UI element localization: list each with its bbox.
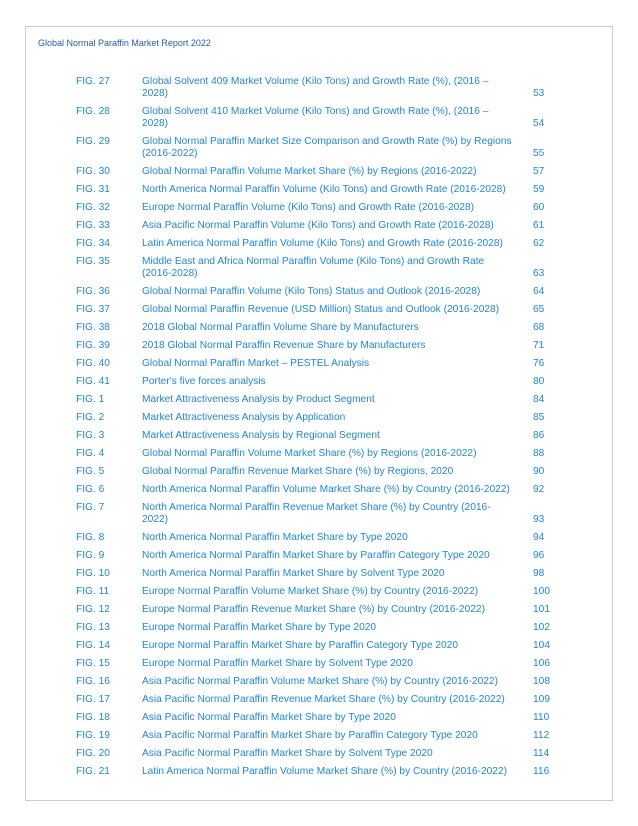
- list-of-figures: [76, 76, 584, 784]
- figure-entry[interactable]: [76, 394, 584, 412]
- page-number: 63: [533, 268, 545, 279]
- figure-number: FIG. 33: [76, 220, 110, 231]
- figure-number: FIG. 36: [76, 286, 110, 297]
- figure-entry[interactable]: [76, 430, 584, 448]
- figure-entry[interactable]: [76, 502, 584, 532]
- figure-title: 2018 Global Normal Paraffin Revenue Share by Manufacturers: [142, 340, 426, 351]
- figure-title: Asia Pacific Normal Paraffin Volume Market Share (%) by Country (2016-2022): [142, 676, 498, 687]
- figure-title: Europe Normal Paraffin Volume (Kilo Tons) and Growth Rate (2016-2028): [142, 202, 475, 213]
- figure-title: Global Normal Paraffin Market – PESTEL Analysis: [142, 358, 370, 369]
- figure-entry[interactable]: [76, 532, 584, 550]
- page-number: 90: [533, 466, 545, 477]
- page-number: 55: [533, 148, 545, 159]
- figure-entry[interactable]: [76, 568, 584, 586]
- figure-number: FIG. 21: [76, 766, 110, 777]
- figure-number: FIG. 29: [76, 136, 110, 147]
- figure-entry[interactable]: [76, 202, 584, 220]
- figure-title: Global Normal Paraffin Volume Market Share (%) by Regions (2016-2022): [142, 448, 477, 459]
- page-number: 98: [533, 568, 545, 579]
- figure-entry[interactable]: [76, 238, 584, 256]
- figure-title: 2018 Global Normal Paraffin Volume Share by Manufacturers: [142, 322, 419, 333]
- page-number: 54: [533, 118, 545, 129]
- page-number: 110: [533, 712, 550, 723]
- figure-title: Global Normal Paraffin Volume (Kilo Tons) Status and Outlook (2016-2028): [142, 286, 481, 297]
- figure-number: FIG. 1: [76, 394, 105, 405]
- figure-title: Asia Pacific Normal Paraffin Market Share by Paraffin Category Type 2020: [142, 730, 478, 741]
- page-number: 106: [533, 658, 550, 669]
- figure-number: FIG. 4: [76, 448, 105, 459]
- page-number: 62: [533, 238, 545, 249]
- figure-entry[interactable]: [76, 712, 584, 730]
- figure-number: FIG. 38: [76, 322, 110, 333]
- figure-title: Global Normal Paraffin Volume Market Share (%) by Regions (2016-2022): [142, 166, 477, 177]
- figure-title: Global Normal Paraffin Market Size Comparison and Growth Rate (%) by Regions (2016-2022): [142, 136, 512, 159]
- page-number: 112: [533, 730, 550, 741]
- figure-entry[interactable]: [76, 76, 584, 106]
- page-number: 88: [533, 448, 545, 459]
- figure-entry[interactable]: [76, 256, 584, 286]
- figure-title: Market Attractiveness Analysis by Product Segment: [142, 394, 375, 405]
- figure-number: FIG. 15: [76, 658, 110, 669]
- figure-entry[interactable]: [76, 748, 584, 766]
- figure-number: FIG. 6: [76, 484, 105, 495]
- figure-title: Asia Pacific Normal Paraffin Volume (Kilo Tons) and Growth Rate (2016-2028): [142, 220, 494, 231]
- page-number: 64: [533, 286, 545, 297]
- figure-entry[interactable]: [76, 766, 584, 784]
- page-number: 65: [533, 304, 545, 315]
- figure-title: Asia Pacific Normal Paraffin Market Share by Type 2020: [142, 712, 396, 723]
- figure-title: Market Attractiveness Analysis by Regional Segment: [142, 430, 380, 441]
- figure-title: Europe Normal Paraffin Market Share by Solvent Type 2020: [142, 658, 413, 669]
- figure-entry[interactable]: [76, 166, 584, 184]
- figure-title: North America Normal Paraffin Volume Market Share (%) by Country (2016-2022): [142, 484, 510, 495]
- figure-entry[interactable]: [76, 184, 584, 202]
- figure-number: FIG. 18: [76, 712, 110, 723]
- figure-title: Europe Normal Paraffin Revenue Market Share (%) by Country (2016-2022): [142, 604, 485, 615]
- figure-entry[interactable]: [76, 340, 584, 358]
- figure-number: FIG. 35: [76, 256, 110, 267]
- figure-entry[interactable]: [76, 220, 584, 238]
- report-header-title: Global Normal Paraffin Market Report 2022: [38, 38, 211, 48]
- figure-entry[interactable]: [76, 604, 584, 622]
- figure-entry[interactable]: [76, 466, 584, 484]
- figure-number: FIG. 19: [76, 730, 110, 741]
- figure-entry[interactable]: [76, 676, 584, 694]
- page-number: 116: [533, 766, 550, 777]
- figure-title: North America Normal Paraffin Revenue Market Share (%) by Country (2016-2022): [142, 502, 491, 525]
- figure-entry[interactable]: [76, 412, 584, 430]
- figure-entry[interactable]: [76, 640, 584, 658]
- page-number: 108: [533, 676, 550, 687]
- figure-entry[interactable]: [76, 730, 584, 748]
- figure-entry[interactable]: [76, 550, 584, 568]
- figure-entry[interactable]: [76, 586, 584, 604]
- figure-number: FIG. 31: [76, 184, 110, 195]
- figure-title: Porter's five forces analysis: [142, 376, 266, 387]
- figure-number: FIG. 3: [76, 430, 105, 441]
- figure-number: FIG. 39: [76, 340, 110, 351]
- page-number: 86: [533, 430, 545, 441]
- figure-number: FIG. 13: [76, 622, 110, 633]
- figure-number: FIG. 20: [76, 748, 110, 759]
- page-number: 104: [533, 640, 550, 651]
- page-number: 61: [533, 220, 545, 231]
- figure-number: FIG. 9: [76, 550, 105, 561]
- figure-title: Middle East and Africa Normal Paraffin Volume (Kilo Tons) and Growth Rate (2016-2028): [142, 256, 485, 279]
- figure-number: FIG. 40: [76, 358, 110, 369]
- figure-entry[interactable]: [76, 286, 584, 304]
- figure-number: FIG. 16: [76, 676, 110, 687]
- figure-entry[interactable]: [76, 358, 584, 376]
- figure-number: FIG. 37: [76, 304, 110, 315]
- figure-number: FIG. 7: [76, 502, 105, 513]
- figure-title: Asia Pacific Normal Paraffin Market Share by Solvent Type 2020: [142, 748, 433, 759]
- page-number: 93: [533, 514, 545, 525]
- figure-number: FIG. 12: [76, 604, 110, 615]
- figure-number: FIG. 10: [76, 568, 110, 579]
- figure-number: FIG. 41: [76, 376, 110, 387]
- figure-title: Asia Pacific Normal Paraffin Revenue Market Share (%) by Country (2016-2022): [142, 694, 505, 705]
- figure-entry[interactable]: [76, 106, 584, 136]
- figure-title: Europe Normal Paraffin Volume Market Share (%) by Country (2016-2022): [142, 586, 479, 597]
- figure-title: Market Attractiveness Analysis by Application: [142, 412, 346, 423]
- page-number: 92: [533, 484, 545, 495]
- figure-number: FIG. 30: [76, 166, 110, 177]
- page-number: 76: [533, 358, 545, 369]
- figure-entry[interactable]: [76, 376, 584, 394]
- page-number: 94: [533, 532, 545, 543]
- figure-title: Latin America Normal Paraffin Volume (Kilo Tons) and Growth Rate (2016-2028): [142, 238, 503, 249]
- page-number: 71: [533, 340, 545, 351]
- figure-number: FIG. 5: [76, 466, 105, 477]
- figure-entry[interactable]: [76, 136, 584, 166]
- figure-title: Europe Normal Paraffin Market Share by Type 2020: [142, 622, 377, 633]
- page-number: 57: [533, 166, 545, 177]
- figure-number: FIG. 17: [76, 694, 110, 705]
- figure-title: Europe Normal Paraffin Market Share by Paraffin Category Type 2020: [142, 640, 458, 651]
- page-number: 60: [533, 202, 545, 213]
- figure-title: Global Normal Paraffin Revenue (USD Million) Status and Outlook (2016-2028): [142, 304, 500, 315]
- page-number: 96: [533, 550, 545, 561]
- figure-title: North America Normal Paraffin Market Share by Solvent Type 2020: [142, 568, 445, 579]
- figure-number: FIG. 28: [76, 106, 110, 117]
- figure-entry[interactable]: [76, 322, 584, 340]
- page-number: 68: [533, 322, 545, 333]
- page-number: 109: [533, 694, 550, 705]
- page-number: 53: [533, 88, 545, 99]
- page-number: 80: [533, 376, 545, 387]
- figure-number: FIG. 32: [76, 202, 110, 213]
- page-number: 102: [533, 622, 550, 633]
- page-number: 114: [533, 748, 550, 759]
- figure-entry[interactable]: [76, 448, 584, 466]
- figure-number: FIG. 2: [76, 412, 105, 423]
- figure-number: FIG. 11: [76, 586, 110, 597]
- figure-number: FIG. 34: [76, 238, 110, 249]
- figure-title: North America Normal Paraffin Market Share by Type 2020: [142, 532, 408, 543]
- page-number: 84: [533, 394, 545, 405]
- figure-title: Global Solvent 409 Market Volume (Kilo Tons) and Growth Rate (%), (2016 – 2028): [142, 76, 489, 99]
- page-number: 100: [533, 586, 550, 597]
- figure-entry[interactable]: [76, 304, 584, 322]
- figure-number: FIG. 8: [76, 532, 105, 543]
- figure-title: North America Normal Paraffin Volume (Kilo Tons) and Growth Rate (2016-2028): [142, 184, 506, 195]
- figure-entry[interactable]: [76, 658, 584, 676]
- figure-entry[interactable]: [76, 484, 584, 502]
- figure-number: FIG. 14: [76, 640, 110, 651]
- figure-entry[interactable]: [76, 622, 584, 640]
- figure-title: North America Normal Paraffin Market Share by Paraffin Category Type 2020: [142, 550, 490, 561]
- figure-entry[interactable]: [76, 694, 584, 712]
- figure-title: Global Normal Paraffin Revenue Market Share (%) by Regions, 2020: [142, 466, 454, 477]
- figure-number: FIG. 27: [76, 76, 110, 87]
- page-number: 59: [533, 184, 545, 195]
- page-number: 101: [533, 604, 550, 615]
- page-number: 85: [533, 412, 545, 423]
- figure-title: Latin America Normal Paraffin Volume Market Share (%) by Country (2016-2022): [142, 766, 508, 777]
- figure-title: Global Solvent 410 Market Volume (Kilo Tons) and Growth Rate (%), (2016 – 2028): [142, 106, 489, 129]
